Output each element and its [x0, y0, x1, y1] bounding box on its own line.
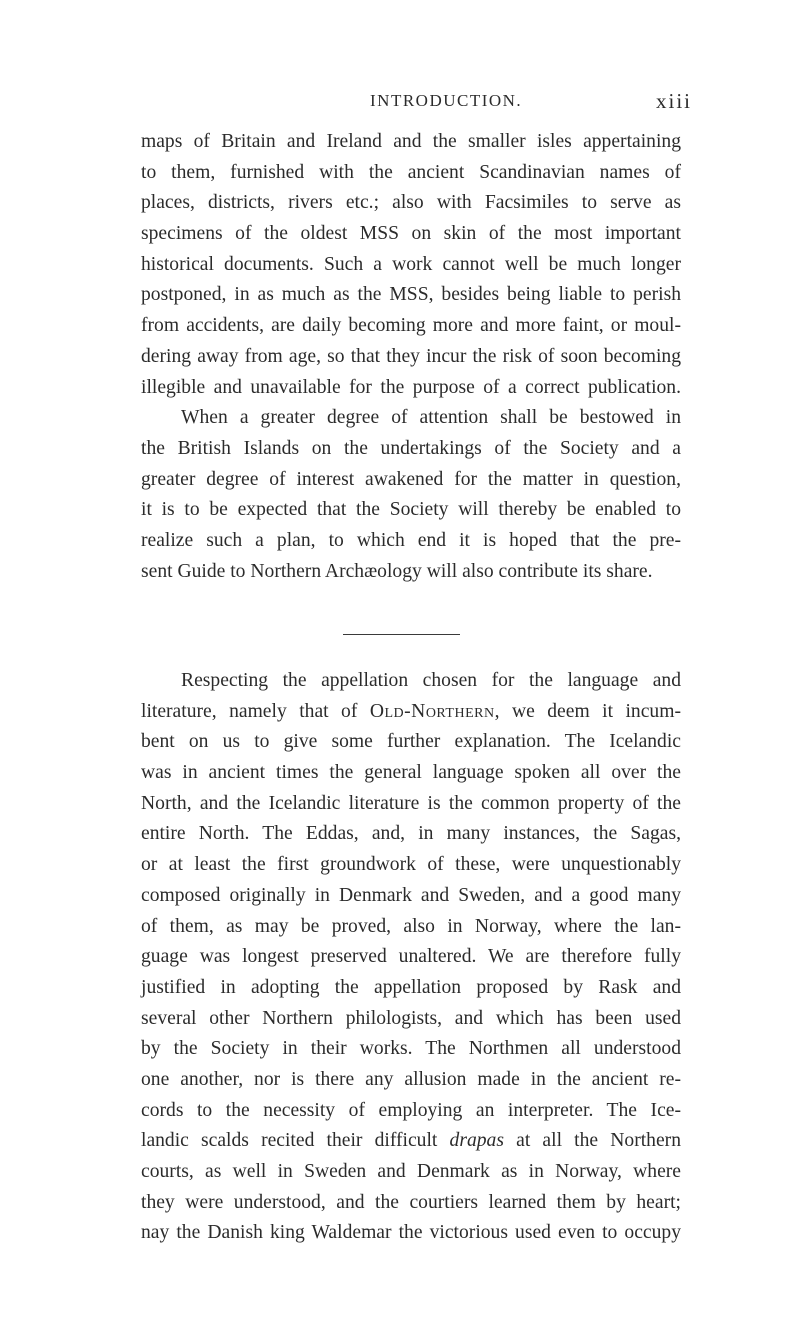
small-caps-term: Old-Northern: [369, 700, 495, 722]
text-line: justified in adopting the appellation proposed by Rask and: [141, 976, 681, 998]
italic-term: drapas: [449, 1130, 504, 1152]
text-line: North, and the Icelandic literature is the common property of the: [141, 792, 681, 814]
text-line: cords to the necessity of employing an interpreter. The Ice-: [141, 1099, 681, 1121]
text-line: composed originally in Denmark and Sweden, and a good many: [141, 884, 681, 906]
page-number: xiii: [656, 89, 693, 113]
running-title: INTRODUCTION.: [370, 91, 523, 110]
text-run: landic scalds recited their difficult: [141, 1130, 450, 1152]
text-line: several other Northern philologists, and which has been used: [141, 1007, 681, 1029]
text-line: realize such a plan, to which end it is hoped that the pre-: [141, 529, 681, 551]
text-line: places, districts, rivers etc.; also with Facsimiles to serve as: [141, 192, 681, 214]
text-line: by the Society in their works. The Northmen all understood: [141, 1038, 681, 1060]
text-line: [141, 1126, 681, 1157]
text-line: bent on us to give some further explanation. The Icelandic: [141, 731, 681, 753]
text-line: Respecting the appellation chosen for the language and: [181, 670, 681, 691]
text-line: illegible and unavailable for the purpose of a correct publication.: [141, 376, 681, 398]
paragraph-1: [141, 127, 681, 587]
text-run: at all the Northern: [503, 1130, 681, 1152]
text-line: of them, as may be proved, also in Norway, where the lan-: [141, 915, 681, 937]
text-run: , we deem it incum-: [494, 700, 681, 722]
text-line: entire North. The Eddas, and, in many instances, the Sagas,: [141, 823, 681, 845]
paragraph-2: [141, 666, 681, 1249]
section-divider: [343, 634, 460, 635]
text-line: the British Islands on the undertakings of the Society and a: [141, 437, 681, 459]
text-line: one another, nor is there any allusion made in the ancient re-: [141, 1068, 681, 1090]
text-line: specimens of the oldest MSS on skin of the most important: [141, 223, 681, 245]
text-run: literature, namely that of: [141, 700, 370, 722]
text-line: from accidents, are daily becoming more and more faint, or moul-: [141, 315, 681, 337]
text-line: postponed, in as much as the MSS, besides being liable to perish: [141, 284, 681, 306]
text-line: historical documents. Such a work cannot well be much longer: [141, 253, 681, 275]
text-line: When a greater degree of attention shall be bestowed in: [181, 407, 681, 429]
text-line: it is to be expected that the Society will thereby be enabled to: [141, 499, 681, 521]
text-line: guage was longest preserved unaltered. We are therefore fully: [141, 946, 681, 968]
text-line: dering away from age, so that they incur the risk of soon becoming: [141, 345, 681, 367]
text-line: maps of Britain and Ireland and the smaller isles appertaining: [141, 131, 681, 152]
text-line: to them, furnished with the ancient Scandinavian names of: [141, 161, 681, 183]
text-line: courts, as well in Sweden and Denmark as in Norway, where: [141, 1161, 681, 1182]
text-line: sent Guide to Northern Archæology will also contribute its share.: [141, 560, 653, 582]
text-line: or at least the first groundwork of these, were unquestionably: [141, 854, 681, 876]
text-line: nay the Danish king Waldemar the victorious used even to occupy: [141, 1222, 681, 1244]
text-line: greater degree of interest awakened for the matter in question,: [141, 468, 681, 490]
text-line: was in ancient times the general language spoken all over the: [141, 762, 681, 784]
running-head: [0, 86, 801, 116]
text-line: they were understood, and the courtiers learned them by heart;: [141, 1191, 681, 1213]
text-line: [141, 697, 681, 728]
